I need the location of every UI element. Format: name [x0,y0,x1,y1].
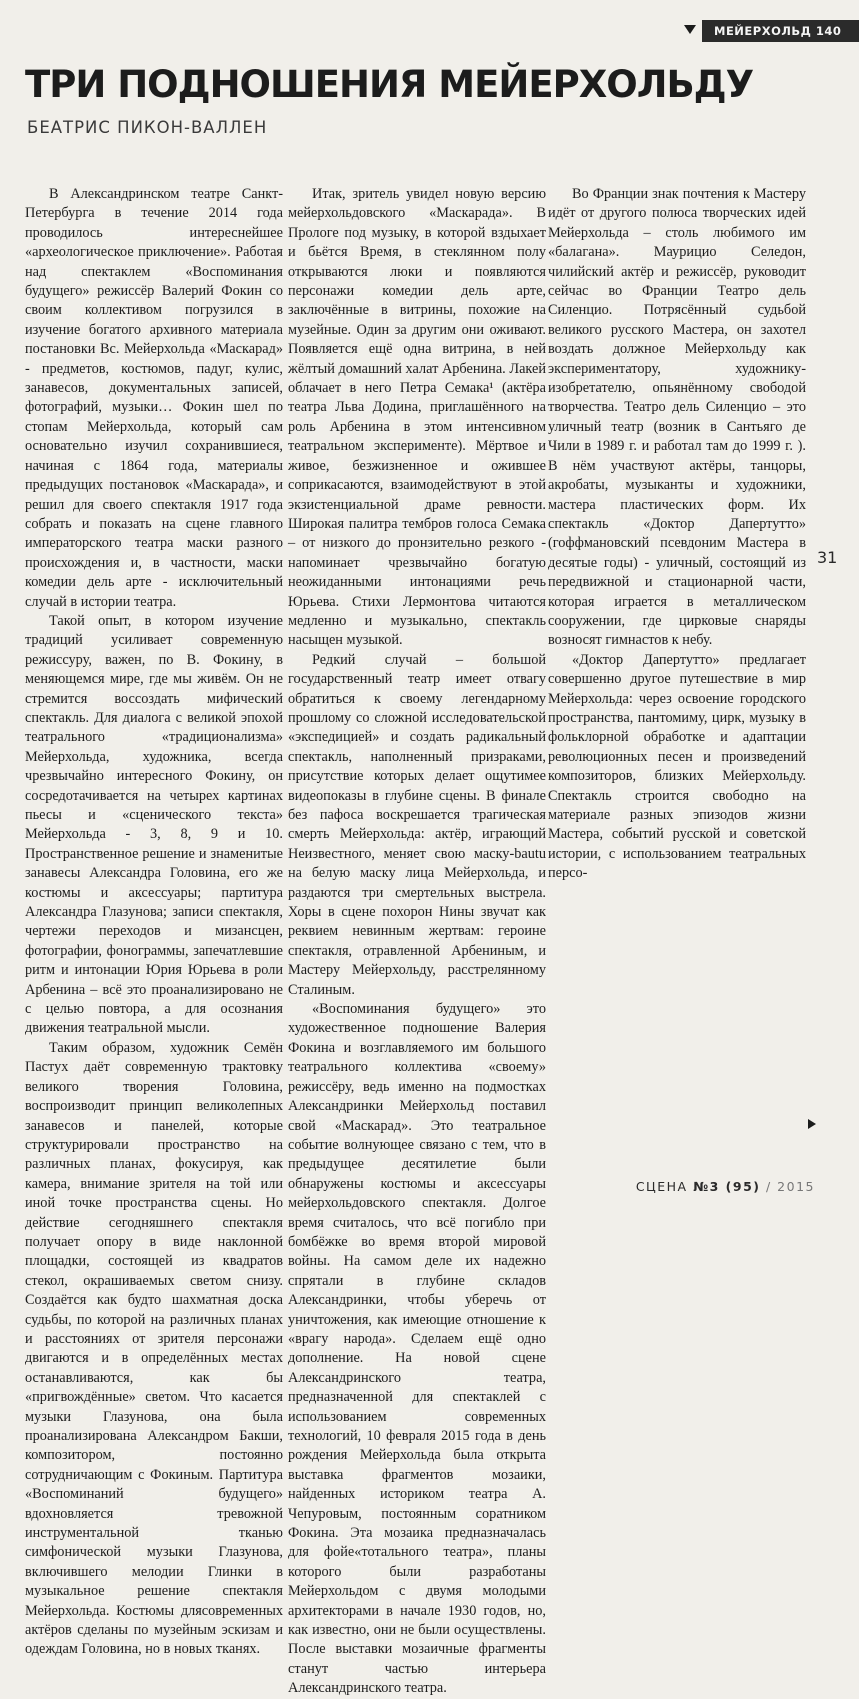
paragraph-3: Таким образом, художник Семён Пастух даёт современную трактовку великого творения Головина, воспроизводит принцип великолепных занавесов и панелей, которые структурировали пространство на различных планах, фокусируя, как камера, внимание зрителя на той или иной точке пространства сцены. Но действие сегодняшнего спектакля получает опору в виде наклонной площадки, состоящей из квадратов стекол, окрашиваемых светом снизу. Создаётся как будто шахматная доска судьбы, по которой на различных планах и расстояниях от зрителя персонажи двигаются и в определённых местах останавливаются, как бы «пригвождённые» светом. Что касается музыки Глазунова, она была проанализирована Александром Бакши, композитором, постоянно сотрудничающим с Фокиным. Партитура «Воспоминаний будущего» вдохновляется тревожной инструментальной тканью симфонической музыки Глазунова, включившего мелодии Глинки в музыкальное решение спектакля Мейерхольда. Костюмы длясовременных актёров сделаны по музейным эскизам и одеждам Головина, но в новых тканях. [25,1039,283,1658]
article-title: ТРИ ПОДНОШЕНИЯ МЕЙЕРХОЛЬДУ [25,63,754,106]
article-author: БЕАТРИС ПИКОН-ВАЛЛЕН [27,118,268,137]
paragraph-5: Редкий случай – большой государственный театр имеет отвагу обратиться к своему легендарному прошлому со сложной исследовательской «экспедицией» и создать радикальный спектакль, наполненный призраками, присутствие которых делает ощутимее видеопоказы в глубине сцены. В финале без пафоса воскрешается трагическая смерть Мейерхольда: актёр, играющий Неизвестного, меняет свою маску-bautu на белую маску лица Мейерхольда, и раздаются три смертельных выстрела. Хоры в сцене похорон Нины звучат как реквием невинным жертвам: героине спектакля, отравленной Арбениным, и Мастеру Мейерхольду, расстрелянному Сталиным. [288,651,546,998]
footer-year: / 2015 [766,1179,815,1194]
paragraph-2: Такой опыт, в котором изучение традиций усиливает современную режиссуру, важен, по В. Фокину, в меняющемся мире, где мы живём. Он не стремится воссоздать мифический спектакль. Для диалога с великой эпохой театрального «традиционализма» Мейерхольда, художника, всегда чрезвычайно интересного Фокину, он сосредотачивается на четырех картинах пьесы и «сценического текста» Мейерхольда - 3, 8, 9 и 10. Пространственное решение и знаменитые занавесы Александра Головина, его же костюмы и аксессуары; партитура Александра Глазунова; записи спектакля, чертежи переходов и мизансцен, фотографии, фонограммы, запечатлевшие ритм и интонации Юрия Юрьева в роли Арбенина – всё это проанализировано не с целью повтора, а для осознания движения театральной мысли. [25,612,283,1037]
paragraph-6: «Воспоминания будущего» это художественное подношение Валерия Фокина и возглавляемого им большого театрального коллектива «своему» режиссёру, ведь именно на подмостках Александринки Мейерхольд поставил свой «Маскарад». Это театральное событие волнующее связано с тем, что в предыдущее десятилетие были обнаружены костюмы и аксессуары мейерхольдовского спектакля. Долгое время считалось, что всё погибло при бомбёжке во время второй мировой войны. На самом деле их надежно спрятали в глубине складов Александринки, чтобы уберечь от уничтожения, как имеющие отношение к «врагу народа». Сделаем ещё одно дополнение. На новой сцене Александринского театра, предназначенной для спектаклей с использованием современных технологий, 10 февраля 2015 года в день рождения Мейерхольда была открыта выставка фрагментов мозаики, найденных историком театра А. Чепуровым, постоянным соратником Фокина. Эта мозаика предназначалась для фойе«тотального театра», планы которого были разработаны Мейерхольдом с двумя молодыми архитекторами в начале 1930 годов, но, как известно, они не были осуществлены. После выставки мозаичные фрагменты станут частью интерьера Александринского театра. [288,1001,546,1697]
paragraph-1: В Александринском театре Санкт-Петербурга в течение 2014 года проводилось интереснейшее «археологическое приключение». Работая над спектаклем «Воспоминания будущего» режиссёр Валерий Фокин со своим коллективом погрузился в изучение богатого архивного материала постановки Вс. Мейерхольда «Маскарад» - предметов, костюмов, падуг, кулис, занавесов, документальных записей, фотографий, музыки… Фокин шел по стопам Мейерхольда, который сам основательно изучил сохранившиеся, начиная с 1864 года, материалы предыдущих постановок «Маскарада», и решил для своего спектакля 1917 года собрать и показать на сцене главного императорского театра маски разного происхождения и, в частности, маски комедии дель арте - исключительный случай в истории театра. [25,186,283,610]
continue-arrow-icon [808,1119,816,1129]
footer-magazine: СЦЕНА [635,1179,688,1194]
paragraph-4: Итак, зритель увидел новую версию мейерхольдовского «Маскарада». В Прологе под музыку, в которой вздыхает и бьётся Время, в стеклянном полу открываются люки и появляются персонажи комедии дель арте, заключённые в витрины, похожие на музейные. Один за другим они оживают. Появляется ещё одна витрина, в ней жёлтый домашний халат Арбенина. Лакей облачает в него Петра Семака¹ (актёра театра Льва Додина, приглашённого на роль Арбенина в этом интенсивном театральном эксперименте). Мёртвое и живое, безжизненное и ожившее соприкасаются, взаимодействуют в этой экзистенциальной драме ревности. Широкая палитра тембров голоса Семака – от низкого до пронзительно резкого - напоминает чрезвычайно богатую неожиданными интонациями речь Юрьева. Стихи Лермонтова читаются медленно и музыкально, спектакль насыщен музыкой. [288,186,546,649]
triangle-marker-icon [684,25,696,34]
text-column-1 [25,185,283,1660]
text-column-3 [548,185,806,884]
footer-issue: №3 (95) [693,1179,761,1194]
paragraph-7: Во Франции знак почтения к Мастеру идёт от другого полюса творческих идей Мейерхольда – столь любимого им «балагана». Маурицио Селедон, чилийский актёр и режиссёр, руководит сейчас во Франции Театро дель Силенцио. Потрясённый судьбой великого русского Мастера, он захотел воздать должное Мейерхольду как экспериментатору, художнику-изобретателю, опьянённому свободой творчества. Театро дель Силенцио – это уличный театр (возник в Сантьяго де Чили в 1989 г. и работал там до 1999 г. ). В нём участвуют актёры, танцоры, акробаты, музыканты и художники, мастера пластических форм. Их спектакль «Доктор Дапертутто» (гоффмановский псевдоним Мастера в десятые годы) - уличный, состоящий из передвижной и стационарной части, которая играется в металлическом сооружении, где цирковые снаряды возносят гимнастов к небу. [548,186,806,649]
paragraph-8: «Доктор Дапертутто» предлагает совершенно другое путешествие в мир Мейерхольда: через освоение городского пространства, пантомиму, цирк, музыку в фольклорной обработке и адаптации революционных песен и произведений композиторов, близких Мейерхольду. Спектакль строится свободно на материале разных эпизодов жизни Мастера, событий русской и советской истории, с использованием театральных персо- [548,651,806,882]
footer [636,1179,815,1194]
section-label: МЕЙЕРХОЛЬД 140 [702,20,859,42]
text-column-2 [288,185,546,1699]
page-number: 31 [817,548,838,567]
